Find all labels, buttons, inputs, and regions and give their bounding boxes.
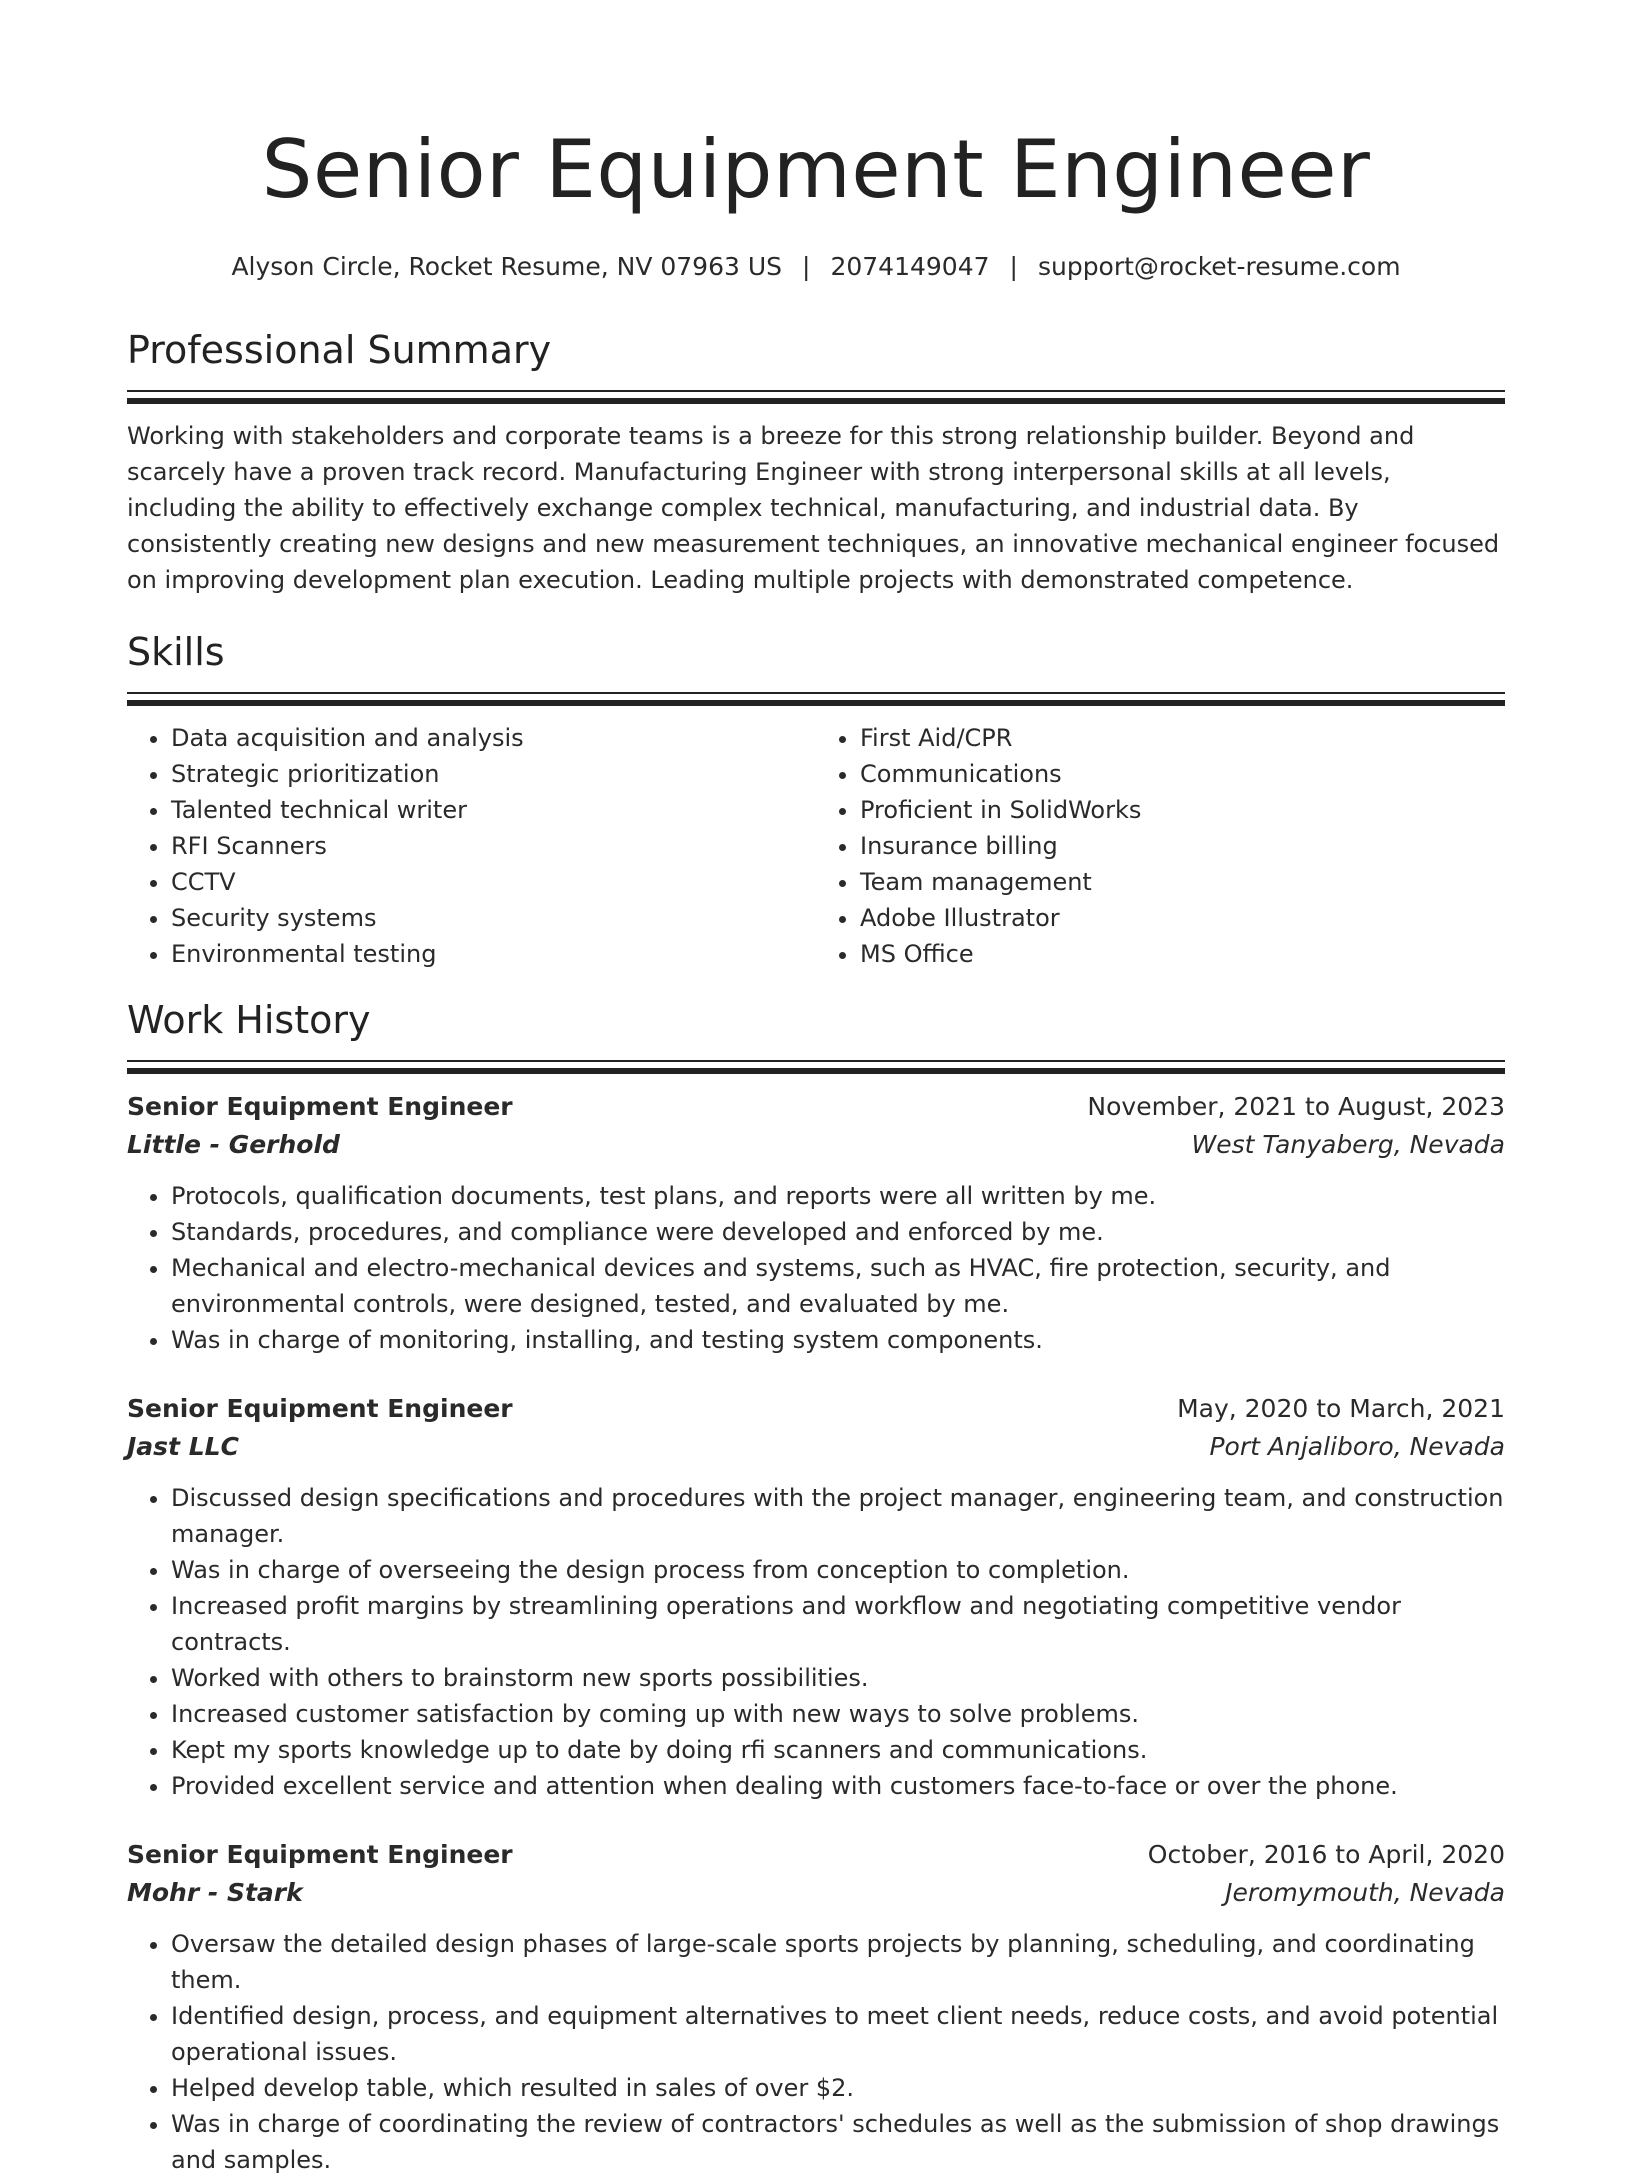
job-entry <box>127 1088 1505 1358</box>
skills-columns <box>127 720 1505 972</box>
job-company: Mohr - Stark <box>127 1878 303 1907</box>
skill-item: • Data acquisition and analysis <box>171 720 816 756</box>
job-header <box>127 1390 1505 1428</box>
skill-item: • Team management <box>860 864 1505 900</box>
job-title: Senior Equipment Engineer <box>127 1840 513 1869</box>
resume-name: Senior Equipment Engineer <box>261 123 1371 216</box>
job-bullet: • Mechanical and electro-mechanical devices and systems, such as HVAC, fire protection, security, and environmental controls, were designed, tested, and evaluated by me. <box>171 1250 1505 1322</box>
job-dates: May, 2020 to March, 2021 <box>1177 1394 1505 1423</box>
job-header <box>127 1088 1505 1126</box>
job-subheader <box>127 1126 1505 1164</box>
job-title: Senior Equipment Engineer <box>127 1092 513 1121</box>
skill-item: • Proficient in SolidWorks <box>860 792 1505 828</box>
skill-item: • Security systems <box>171 900 816 936</box>
skill-item: • Communications <box>860 756 1505 792</box>
job-title: Senior Equipment Engineer <box>127 1394 513 1423</box>
job-bullets <box>127 1178 1505 1358</box>
skill-item: • MS Office <box>860 936 1505 972</box>
skill-item: • Talented technical writer <box>171 792 816 828</box>
contact-separator: | <box>1009 252 1018 281</box>
job-bullet: • Identified design, process, and equipment alternatives to meet client needs, reduce costs, and avoid potential operational issues. <box>171 1998 1505 2070</box>
skill-item: • RFI Scanners <box>171 828 816 864</box>
job-subheader <box>127 1428 1505 1466</box>
skill-item: • Environmental testing <box>171 936 816 972</box>
job-location: West Tanyaberg, Nevada <box>1191 1130 1505 1159</box>
skill-item: • CCTV <box>171 864 816 900</box>
job-entry <box>127 1390 1505 1804</box>
job-bullet: • Kept my sports knowledge up to date by doing rfi scanners and communications. <box>171 1732 1505 1768</box>
job-location: Jeromymouth, Nevada <box>1225 1878 1505 1907</box>
summary-section <box>127 324 1505 598</box>
skills-list-left <box>127 720 816 972</box>
section-divider-thick <box>127 700 1505 706</box>
summary-text: Working with stakeholders and corporate teams is a breeze for this strong relationship builder. Beyond and scarcely have a proven track record. Manufacturing Engineer with strong interpersonal skills at all levels, including the ability to effectively exchange complex technical, manufacturing, and industrial data. By consistently creating new designs and new measurement techniques, an innovative mechanical engineer focused on improving development plan execution. Leading multiple projects with demonstrated competence. <box>127 422 1500 594</box>
section-divider-thick <box>127 398 1505 404</box>
section-divider-thick <box>127 1068 1505 1074</box>
job-bullet: • Helped develop table, which resulted in sales of over $2. <box>171 2070 1505 2106</box>
contact-line <box>127 250 1505 284</box>
contact-phone: 2074149047 <box>830 252 990 281</box>
job-bullet: • Protocols, qualification documents, test plans, and reports were all written by me. <box>171 1178 1505 1214</box>
job-bullets <box>127 1926 1505 2178</box>
job-bullet: • Increased customer satisfaction by coming up with new ways to solve problems. <box>171 1696 1505 1732</box>
job-bullet: • Was in charge of overseeing the design process from conception to completion. <box>171 1552 1505 1588</box>
summary-heading: Professional Summary <box>127 328 552 372</box>
skills-heading: Skills <box>127 630 225 674</box>
skills-list-right <box>816 720 1505 972</box>
skills-section <box>127 626 1505 972</box>
job-bullet: • Was in charge of coordinating the review of contractors' schedules as well as the submission of shop drawings and samples. <box>171 2106 1505 2178</box>
job-company: Jast LLC <box>127 1432 239 1461</box>
job-entry <box>127 1836 1505 2178</box>
job-dates: October, 2016 to April, 2020 <box>1147 1840 1505 1869</box>
job-bullet: • Worked with others to brainstorm new sports possibilities. <box>171 1660 1505 1696</box>
job-location: Port Anjaliboro, Nevada <box>1209 1432 1505 1461</box>
job-bullet: • Provided excellent service and attention when dealing with customers face-to-face or over the phone. <box>171 1768 1505 1804</box>
contact-separator: | <box>802 252 811 281</box>
job-header <box>127 1836 1505 1874</box>
section-divider-thin <box>127 390 1505 392</box>
job-company: Little - Gerhold <box>127 1130 340 1159</box>
skill-item: • Strategic prioritization <box>171 756 816 792</box>
job-bullets <box>127 1480 1505 1804</box>
section-divider-thin <box>127 1060 1505 1062</box>
contact-email: support@rocket-resume.com <box>1037 252 1401 281</box>
work-section <box>127 994 1505 2178</box>
job-bullet: • Oversaw the detailed design phases of large-scale sports projects by planning, scheduling, and coordinating them. <box>171 1926 1505 1998</box>
contact-address: Alyson Circle, Rocket Resume, NV 07963 US <box>231 252 783 281</box>
skill-item: • First Aid/CPR <box>860 720 1505 756</box>
job-dates: November, 2021 to August, 2023 <box>1087 1092 1505 1121</box>
skill-item: • Adobe Illustrator <box>860 900 1505 936</box>
job-bullet: • Discussed design specifications and procedures with the project manager, engineering team, and construction manager. <box>171 1480 1505 1552</box>
section-divider-thin <box>127 692 1505 694</box>
job-bullet: • Increased profit margins by streamlining operations and workflow and negotiating competitive vendor contracts. <box>171 1588 1505 1660</box>
skill-item: • Insurance billing <box>860 828 1505 864</box>
job-bullet: • Standards, procedures, and compliance were developed and enforced by me. <box>171 1214 1505 1250</box>
job-bullet: • Was in charge of monitoring, installing, and testing system components. <box>171 1322 1505 1358</box>
job-subheader <box>127 1874 1505 1912</box>
work-heading: Work History <box>127 998 371 1042</box>
